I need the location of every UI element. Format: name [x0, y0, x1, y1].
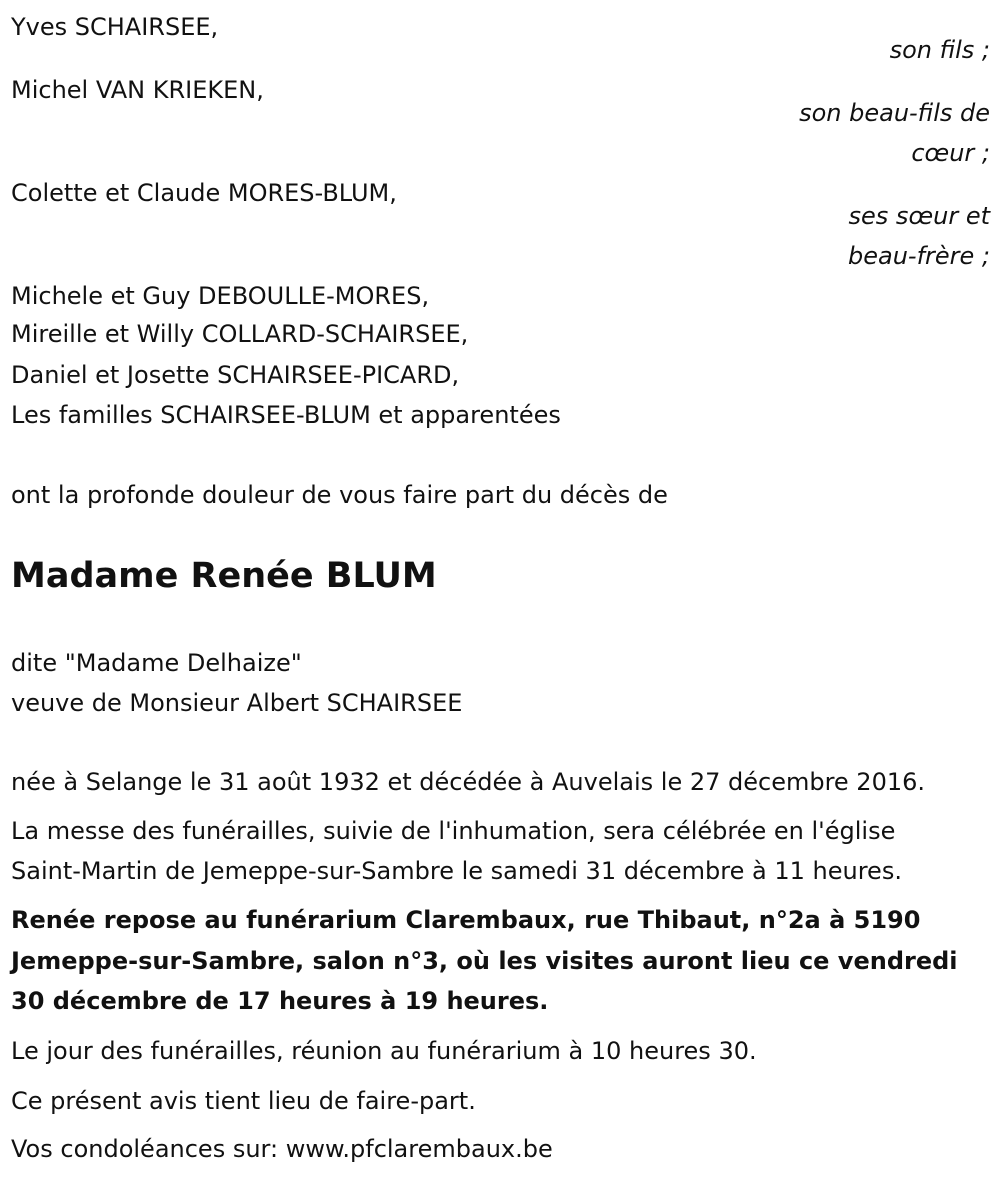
family-member-relation: son fils ;: [889, 36, 990, 64]
family-member-relation: cœur ;: [911, 139, 990, 167]
repose-info-line: Jemeppe-sur-Sambre, salon n°3, où les visites auront lieu ce vendredi: [11, 947, 958, 975]
birth-death-info: née à Selange le 31 août 1932 et décédée à Auvelais le 27 décembre 2016.: [11, 768, 926, 796]
notice-text: Ce présent avis tient lieu de faire-part.: [11, 1087, 476, 1115]
mass-info-line: Saint-Martin de Jemeppe-sur-Sambre le samedi 31 décembre à 11 heures.: [11, 857, 902, 885]
repose-info-line: 30 décembre de 17 heures à 19 heures.: [11, 987, 549, 1015]
deceased-widow-of: veuve de Monsieur Albert SCHAIRSEE: [11, 689, 463, 717]
family-member-name: Colette et Claude MORES-BLUM,: [11, 179, 397, 207]
mass-info-line: La messe des funérailles, suivie de l'inhumation, sera célébrée en l'église: [11, 817, 896, 845]
announcement-text: ont la profonde douleur de vous faire part du décès de: [11, 481, 668, 509]
family-member-relation: ses sœur et: [848, 202, 990, 230]
family-member-name: Yves SCHAIRSEE,: [11, 13, 219, 41]
family-member-name: Michel VAN KRIEKEN,: [11, 76, 264, 104]
deceased-nickname: dite "Madame Delhaize": [11, 649, 302, 677]
family-member-relation: beau-frère ;: [847, 242, 990, 270]
family-member-relation: son beau-fils de: [799, 99, 990, 127]
relative-line: Daniel et Josette SCHAIRSEE-PICARD,: [11, 361, 460, 389]
relative-line: Mireille et Willy COLLARD-SCHAIRSEE,: [11, 320, 469, 348]
deceased-name: Madame Renée BLUM: [11, 556, 437, 596]
relative-line: Les familles SCHAIRSEE-BLUM et apparentées: [11, 401, 561, 429]
relative-line: Michele et Guy DEBOULLE-MORES,: [11, 282, 430, 310]
meeting-info: Le jour des funérailles, réunion au funérarium à 10 heures 30.: [11, 1037, 757, 1065]
repose-info-line: Renée repose au funérarium Clarembaux, rue Thibaut, n°2a à 5190: [11, 906, 921, 934]
condolences-text: Vos condoléances sur: www.pfclarembaux.be: [11, 1135, 553, 1163]
